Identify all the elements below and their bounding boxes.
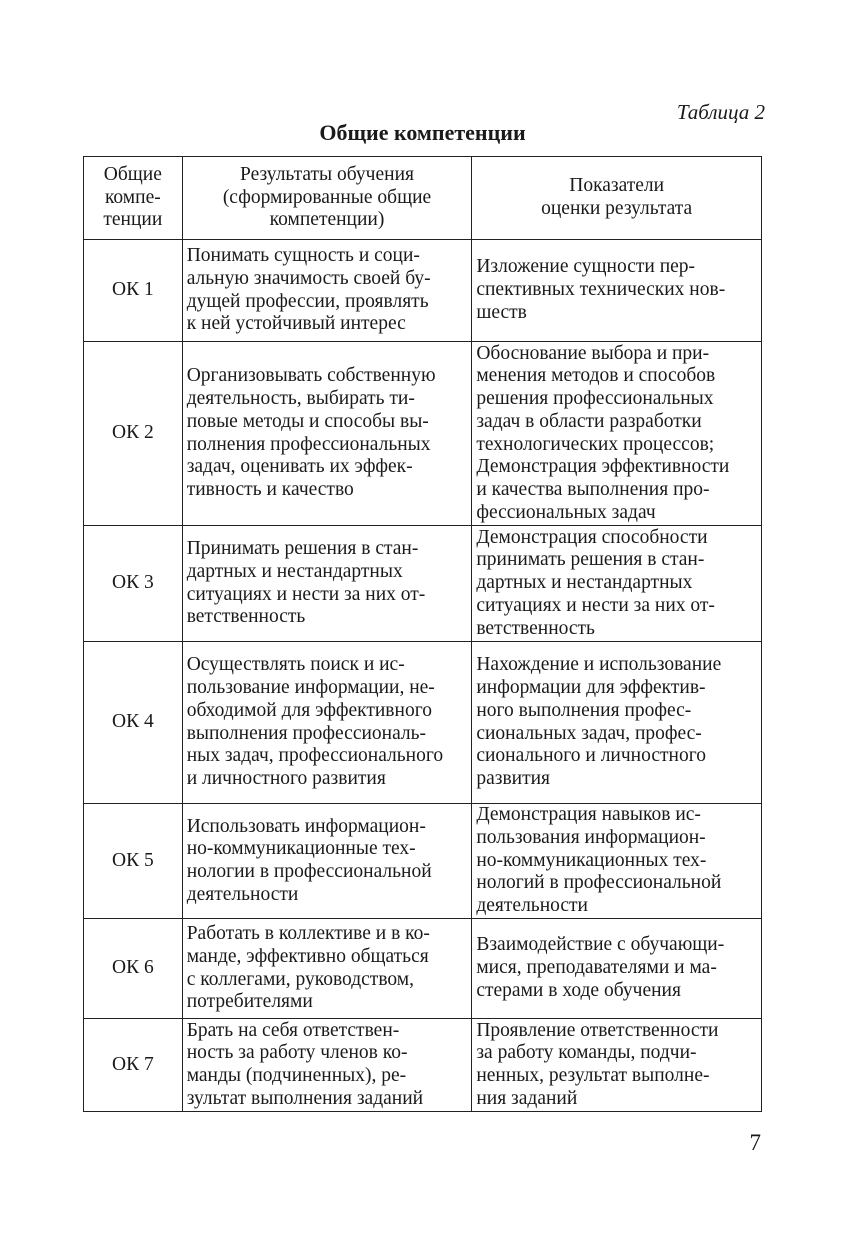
competency-code: ОК 6 (84, 919, 183, 1019)
indicator-line: Демонстрация способности (476, 526, 708, 548)
indicator-line: Демонстрация эффективности (476, 456, 730, 478)
header-results (182, 157, 472, 240)
indicator-line: принимать решения в стан- (476, 549, 705, 571)
result-line: альную значимость своей бу- (186, 267, 431, 289)
indicator-line: деятельности (476, 895, 588, 917)
header-line: Результаты обучения (240, 163, 414, 185)
result-line: деятельности (186, 883, 299, 905)
indicator-line: но-коммуникационных тех- (476, 849, 707, 871)
learning-result-cell (182, 804, 472, 919)
indicator-line: шеств (476, 301, 527, 323)
indicator-cell (472, 342, 762, 526)
result-line: но-коммуникационные тех- (186, 838, 416, 860)
result-line: дущей профессии, проявлять (186, 290, 429, 312)
indicator-line: за работу команды, подчи- (476, 1042, 697, 1064)
result-line: тивность и качество (186, 478, 354, 500)
header-line: компетенции) (269, 209, 385, 231)
result-line: Принимать решения в стан- (186, 538, 419, 560)
indicator-line: задач в области разработки (476, 410, 702, 432)
result-line: обходимой для эффективного (186, 699, 432, 721)
result-line: деятельность, выбирать ти- (186, 388, 415, 410)
result-line: задач, оценивать их эффек- (186, 456, 413, 478)
result-line: манде, эффективно общаться (186, 945, 429, 967)
result-line: ных задач, профессионального (186, 745, 444, 767)
indicator-line: ния заданий (476, 1087, 578, 1109)
header-line: Общие (103, 163, 162, 185)
learning-result-cell (182, 342, 472, 526)
indicator-line: Взаимодействие с обучающи- (476, 934, 725, 956)
header-line: оценки результата (541, 198, 693, 219)
competency-code: ОК 1 (84, 240, 183, 342)
result-line: Использовать информацион- (186, 815, 426, 837)
indicator-line: менения методов и способов (476, 365, 716, 387)
header-indicators (472, 157, 762, 240)
result-line: манды (подчиненных), ре- (186, 1065, 407, 1086)
indicator-line: Обоснование выбора и при- (476, 342, 710, 364)
indicator-line: решения профессиональных (476, 388, 714, 410)
indicator-line: Нахождение и использование (476, 654, 722, 676)
indicator-line: фессиональных задач (476, 501, 656, 523)
indicator-line: стерами в ходе обучения (476, 979, 681, 1001)
result-line: и личностного развития (186, 767, 386, 789)
indicator-line: ного выполнения профес- (476, 699, 692, 721)
competency-code: ОК 3 (84, 526, 183, 642)
result-line: Организовывать собственную (186, 365, 436, 387)
indicator-line: пользования информацион- (476, 826, 706, 848)
result-line: повые методы и способы вы- (186, 410, 429, 432)
result-line: к ней устойчивый интерес (186, 313, 406, 335)
indicator-line: ненных, результат выполне- (476, 1065, 710, 1086)
indicator-line: мися, преподавателями и ма- (476, 957, 717, 979)
table-row (84, 240, 762, 342)
header-line: тенции (103, 209, 163, 231)
indicator-cell (472, 642, 762, 804)
indicator-line: ситуациях и нести за них от- (476, 594, 715, 616)
competencies-table (83, 156, 762, 1112)
indicator-cell (472, 240, 762, 342)
result-line: потребителями (186, 991, 313, 1013)
competency-code: ОК 4 (84, 642, 183, 804)
table-label: Таблица 2 (676, 100, 765, 124)
indicator-cell (472, 1019, 762, 1112)
result-line: полнения профессиональных (186, 433, 431, 455)
result-line: зультат выполнения заданий (186, 1087, 424, 1109)
indicator-cell (472, 526, 762, 642)
indicator-line: Демонстрация навыков ис- (476, 804, 701, 826)
indicator-line: ветственность (476, 617, 595, 639)
header-competencies (84, 157, 183, 240)
indicator-line: сионального и личностного (476, 745, 706, 767)
indicator-cell (472, 919, 762, 1019)
table-row (84, 1019, 762, 1112)
learning-result-cell (182, 526, 472, 642)
indicator-cell (472, 804, 762, 919)
result-line: Осуществлять поиск и ис- (186, 654, 405, 676)
competency-code: ОК 7 (84, 1019, 183, 1112)
table-title: Общие компетенции (319, 120, 526, 145)
learning-result-cell (182, 1019, 472, 1112)
table-row (84, 919, 762, 1019)
indicator-line: сиональных задач, профес- (476, 722, 702, 744)
header-line: Показатели (569, 175, 665, 197)
result-line: ситуациях и нести за них от- (186, 583, 426, 605)
indicator-line: Изложение сущности пер- (476, 256, 696, 278)
table-row (84, 526, 762, 642)
table-row (84, 342, 762, 526)
indicator-line: технологических процессов; (476, 433, 715, 455)
table-header-row (84, 157, 762, 240)
learning-result-cell (182, 642, 472, 804)
result-line: выполнения профессиональ- (186, 722, 427, 744)
indicator-line: нологий в профессиональной (476, 872, 722, 894)
competency-code: ОК 2 (84, 342, 183, 526)
indicator-line: и качества выполнения про- (476, 478, 710, 500)
result-line: дартных и нестандартных (186, 560, 403, 582)
header-line: компе- (104, 186, 161, 208)
table-row (84, 642, 762, 804)
learning-result-cell (182, 240, 472, 342)
indicator-line: дартных и нестандартных (476, 572, 693, 594)
page-number: 7 (749, 1130, 761, 1155)
indicator-line: развития (476, 767, 551, 789)
indicator-line: информации для эффектив- (476, 677, 706, 699)
competency-code: ОК 5 (84, 804, 183, 919)
result-line: с коллегами, руководством, (186, 968, 414, 990)
result-line: Работать в коллективе и в ко- (186, 923, 430, 945)
header-line: (сформированные общие (222, 186, 432, 208)
table-row (84, 804, 762, 919)
result-line: нологии в профессиональной (186, 861, 432, 882)
result-line: Брать на себя ответствен- (186, 1019, 400, 1041)
result-line: пользование информации, не- (186, 677, 435, 699)
indicator-line: Проявление ответственности (476, 1019, 719, 1041)
result-line: ветственность (186, 606, 306, 628)
result-line: Понимать сущность и соци- (186, 245, 420, 267)
learning-result-cell (182, 919, 472, 1019)
result-line: ность за работу членов ко- (186, 1042, 408, 1064)
indicator-line: спективных технических нов- (476, 279, 726, 301)
